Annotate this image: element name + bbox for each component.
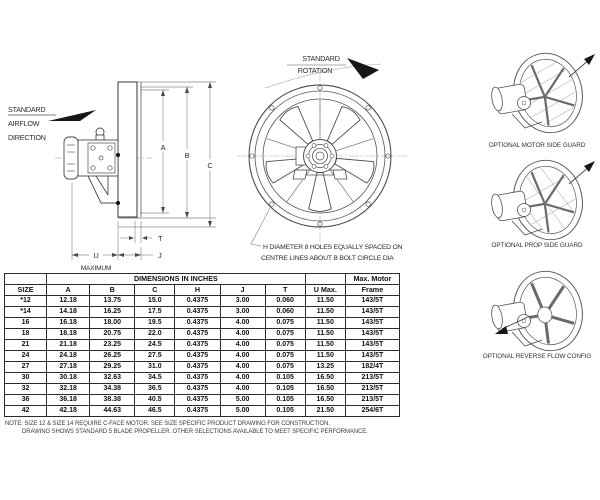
cell: 0.075 xyxy=(265,318,305,329)
header-t: T xyxy=(265,285,305,296)
airflow-direction-label xyxy=(8,105,96,142)
cell: 213/5T xyxy=(345,373,399,384)
optional-prop-side-guard-figure xyxy=(468,155,600,255)
motor xyxy=(490,84,542,128)
table-row xyxy=(5,362,400,373)
cell: 0.4375 xyxy=(175,406,220,417)
cell: 21.50 xyxy=(305,406,345,417)
cell-size: 24 xyxy=(5,351,47,362)
table-row xyxy=(5,296,400,307)
cell: 11.50 xyxy=(305,351,345,362)
cell: 3.00 xyxy=(220,296,265,307)
footnotes xyxy=(5,420,368,436)
cell: 34.38 xyxy=(90,384,135,395)
dim-label-u-maximum: MAXIMUM xyxy=(80,265,112,272)
table-row xyxy=(5,351,400,362)
cell: 0.105 xyxy=(265,373,305,384)
cell: 13.75 xyxy=(90,296,135,307)
dimensions-table xyxy=(4,273,400,417)
cell: 4.00 xyxy=(220,384,265,395)
cell: 213/5T xyxy=(345,395,399,406)
header-u-max: U Max. xyxy=(305,285,345,296)
cell: 22.0 xyxy=(135,329,175,340)
cell: 3.00 xyxy=(220,307,265,318)
cell: 44.63 xyxy=(90,406,135,417)
cell: 11.50 xyxy=(305,340,345,351)
cell: 30.18 xyxy=(47,373,90,384)
cell: 0.4375 xyxy=(175,296,220,307)
hole-note-1: H DIAMETER 8 HOLES EQUALLY SPACED ON xyxy=(263,244,403,251)
cell: 143/5T xyxy=(345,296,399,307)
cell: 27.18 xyxy=(47,362,90,373)
cell: 0.4375 xyxy=(175,307,220,318)
cell: 0.060 xyxy=(265,307,305,318)
cell: 27.5 xyxy=(135,351,175,362)
airflow-arrow-icon xyxy=(48,110,96,121)
cell: 143/5T xyxy=(345,307,399,318)
cell: 42.18 xyxy=(47,406,90,417)
header-frame: Frame xyxy=(345,285,399,296)
table-title: DIMENSIONS IN INCHES xyxy=(47,274,306,285)
motor xyxy=(490,191,542,235)
cell: 16.50 xyxy=(305,373,345,384)
standard-rotation-label xyxy=(265,54,381,88)
cell-size: 32 xyxy=(5,384,47,395)
cell-size: 16 xyxy=(5,318,47,329)
cell: 4.00 xyxy=(220,373,265,384)
airflow-text-1: STANDARD xyxy=(8,105,46,114)
note-line-2: DRAWING SHOWS STANDARD 5 BLADE PROPELLER. OTHER SELECTIONS AVAILABLE TO MEET SPECIFIC PERFORMANCE. xyxy=(22,429,368,435)
cell: 16.25 xyxy=(90,307,135,318)
cell: 0.075 xyxy=(265,329,305,340)
rotation-arrow-icon xyxy=(347,58,379,79)
note-line-1: NOTE: SIZE 12 & SIZE 14 REQUIRE C-FACE MOTOR. SEE SIZE SPECIFIC PRODUCT DRAWING FOR CONSTRUCTION. xyxy=(5,421,330,427)
header-j: J xyxy=(220,285,265,296)
cell: 15.0 xyxy=(135,296,175,307)
blank-cell xyxy=(305,274,345,285)
cell: 21.18 xyxy=(47,340,90,351)
cell: 182/4T xyxy=(345,362,399,373)
cell: 20.75 xyxy=(90,329,135,340)
table-row xyxy=(5,406,400,417)
table-row xyxy=(5,373,400,384)
cell: 143/5T xyxy=(345,318,399,329)
cell: 213/5T xyxy=(345,384,399,395)
motor-body xyxy=(64,137,78,179)
table-header-row xyxy=(5,285,400,296)
table-row xyxy=(5,340,400,351)
cell: 0.4375 xyxy=(175,384,220,395)
cell: 4.00 xyxy=(220,362,265,373)
cell-size: 21 xyxy=(5,340,47,351)
cell: 4.00 xyxy=(220,340,265,351)
table-row xyxy=(5,318,400,329)
cell: 14.18 xyxy=(47,307,90,318)
cell: 19.5 xyxy=(135,318,175,329)
fan-front-view-drawing xyxy=(235,40,475,270)
dim-label-c: C xyxy=(207,161,213,170)
cell: 11.50 xyxy=(305,307,345,318)
cell: 12.18 xyxy=(47,296,90,307)
cell: 32.63 xyxy=(90,373,135,384)
cell: 16.18 xyxy=(47,318,90,329)
cell: 0.075 xyxy=(265,340,305,351)
cell-size: 27 xyxy=(5,362,47,373)
cell: 13.25 xyxy=(305,362,345,373)
leader-line xyxy=(251,206,271,246)
dim-label-u: U xyxy=(93,251,99,260)
cell-size: 36 xyxy=(5,395,47,406)
mounting-bracket xyxy=(88,176,118,203)
cell: 0.4375 xyxy=(175,373,220,384)
cell: 0.4375 xyxy=(175,351,220,362)
bolt-hole-note xyxy=(251,206,403,262)
airflow-text-3: DIRECTION xyxy=(8,133,46,142)
blank-cell xyxy=(5,274,47,285)
cell: 143/5T xyxy=(345,340,399,351)
cell: 38.38 xyxy=(90,395,135,406)
motor-assembly xyxy=(64,128,120,205)
cell: 5.00 xyxy=(220,406,265,417)
flow-arrow-icon xyxy=(569,54,595,77)
hub xyxy=(304,140,337,173)
table-row xyxy=(5,384,400,395)
rotation-text-1: STANDARD xyxy=(302,54,340,63)
dim-label-b: B xyxy=(184,151,190,160)
cell: 0.4375 xyxy=(175,329,220,340)
cell: 32.18 xyxy=(47,384,90,395)
cell: 0.4375 xyxy=(175,395,220,406)
cell: 18.18 xyxy=(47,329,90,340)
cell: 18.00 xyxy=(90,318,135,329)
cell: 0.4375 xyxy=(175,340,220,351)
cell: 4.00 xyxy=(220,329,265,340)
cell: 36.18 xyxy=(47,395,90,406)
cell: 0.4375 xyxy=(175,362,220,373)
table-row xyxy=(5,329,400,340)
fan-housing-panel xyxy=(118,82,141,218)
dim-label-a: A xyxy=(160,143,166,152)
cell: 0.060 xyxy=(265,296,305,307)
cell-size: *12 xyxy=(5,296,47,307)
header-b: B xyxy=(90,285,135,296)
header-size: SIZE xyxy=(5,285,47,296)
header-h: H xyxy=(175,285,220,296)
cell: 143/5T xyxy=(345,329,399,340)
cell-size: *14 xyxy=(5,307,47,318)
cell: 36.5 xyxy=(135,384,175,395)
fan-side-view-drawing xyxy=(0,25,240,275)
cell: 17.5 xyxy=(135,307,175,318)
cell: 24.18 xyxy=(47,351,90,362)
cell-size: 18 xyxy=(5,329,47,340)
cell: 46.5 xyxy=(135,406,175,417)
cell: 11.50 xyxy=(305,318,345,329)
cell: 16.50 xyxy=(305,395,345,406)
optional-prop-side-guard-label: OPTIONAL PROP SIDE GUARD xyxy=(491,242,583,249)
cell: 0.4375 xyxy=(175,318,220,329)
cell: 11.50 xyxy=(305,296,345,307)
airflow-text-2: AIRFLOW xyxy=(8,119,40,128)
optional-reverse-flow-figure xyxy=(468,266,600,366)
cell: 4.00 xyxy=(220,351,265,362)
cell: 0.075 xyxy=(265,362,305,373)
table-row xyxy=(5,395,400,406)
dim-label-j: J xyxy=(158,251,162,260)
cell: 0.105 xyxy=(265,384,305,395)
header-a: A xyxy=(47,285,90,296)
cell: 4.00 xyxy=(220,318,265,329)
dim-label-t: T xyxy=(158,234,163,243)
cell: 0.105 xyxy=(265,395,305,406)
table-row xyxy=(5,307,400,318)
motor xyxy=(490,302,542,346)
flow-arrow-icon xyxy=(569,161,595,184)
cell: 34.5 xyxy=(135,373,175,384)
cell: 26.25 xyxy=(90,351,135,362)
cell-size: 30 xyxy=(5,373,47,384)
cell: 143/5T xyxy=(345,351,399,362)
cell-size: 42 xyxy=(5,406,47,417)
optional-motor-side-guard-figure xyxy=(468,48,600,148)
cell: 31.0 xyxy=(135,362,175,373)
header-c: C xyxy=(135,285,175,296)
cell: 0.075 xyxy=(265,351,305,362)
cell: 0.105 xyxy=(265,406,305,417)
cell: 254/6T xyxy=(345,406,399,417)
cell: 5.00 xyxy=(220,395,265,406)
cell: 23.25 xyxy=(90,340,135,351)
table-title-row xyxy=(5,274,400,285)
cell: 24.5 xyxy=(135,340,175,351)
cell: 11.50 xyxy=(305,329,345,340)
header-max-motor: Max. Motor xyxy=(345,274,399,285)
rotation-text-2: ROTATION xyxy=(297,66,333,75)
optional-motor-side-guard-label: OPTIONAL MOTOR SIDE GUARD xyxy=(488,142,586,149)
hole-note-2: CENTRE LINES ABOUT B BOLT CIRCLE DIA xyxy=(261,255,394,262)
optional-reverse-flow-label: OPTIONAL REVERSE FLOW CONFIG xyxy=(482,353,592,360)
cell: 40.5 xyxy=(135,395,175,406)
cell: 16.50 xyxy=(305,384,345,395)
cell: 29.25 xyxy=(90,362,135,373)
